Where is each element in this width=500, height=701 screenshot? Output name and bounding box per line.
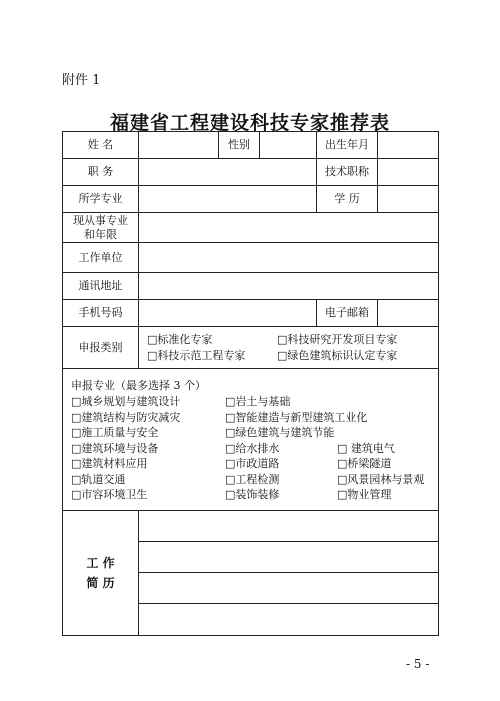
gender-field[interactable]: [260, 132, 317, 159]
specialty-option[interactable]: □物业管理: [337, 488, 392, 501]
education-label: 学 历: [317, 186, 378, 213]
tech-title-label: 技术职称: [317, 159, 378, 186]
position-field[interactable]: [139, 159, 317, 186]
specialty-options: [71, 394, 432, 503]
address-field[interactable]: [139, 273, 439, 300]
empty-cell: [337, 425, 437, 441]
specialty-option[interactable]: □建筑材料应用: [71, 457, 148, 470]
page-number: - 5 -: [406, 657, 430, 671]
resume-line[interactable]: [139, 542, 438, 573]
phone-label: 手机号码: [63, 300, 139, 327]
category-label: 申报类别: [63, 327, 139, 369]
major-field[interactable]: [139, 186, 317, 213]
address-label: 通讯地址: [63, 273, 139, 300]
specialty-option[interactable]: □建筑环境与设备: [71, 441, 159, 455]
attachment-label: 附件 1: [62, 73, 101, 88]
resume-label: 工 作 简 历: [63, 511, 139, 636]
resume-line[interactable]: [139, 573, 438, 604]
category-option[interactable]: □绿色建筑标识认定专家: [277, 348, 398, 362]
recommendation-form: [62, 131, 439, 636]
category-option[interactable]: □标准化专家: [147, 332, 213, 346]
specialty-option[interactable]: □桥梁隧道: [337, 457, 392, 470]
form-title: 福建省工程建设科技专家推荐表: [109, 112, 390, 134]
specialty-option[interactable]: □施工质量与安全: [71, 426, 159, 439]
education-field[interactable]: [378, 186, 439, 213]
specialty-option[interactable]: □市容环境卫生: [71, 488, 148, 501]
email-field[interactable]: [378, 300, 439, 327]
specialty-option[interactable]: □绿色建筑与建筑节能: [225, 426, 335, 439]
specialty-option[interactable]: □城乡规划与建筑设计: [71, 395, 181, 408]
resume-line[interactable]: [139, 511, 438, 542]
specialty-option[interactable]: □建筑结构与防灾减灾: [71, 410, 181, 424]
gender-label: 性别: [219, 132, 260, 159]
specialty-option[interactable]: □智能建造与新型建筑工业化: [225, 410, 368, 424]
specialty-option[interactable]: □岩土与基础: [225, 395, 291, 408]
specialty-option[interactable]: □ 建筑电气: [337, 441, 395, 455]
current-major-field[interactable]: [139, 213, 439, 243]
current-major-label: 现从事专业 和年限: [63, 213, 139, 243]
category-option[interactable]: □科技示范工程专家: [147, 348, 246, 362]
tech-title-field[interactable]: [378, 159, 439, 186]
resume-line[interactable]: [139, 604, 438, 635]
work-unit-label: 工作单位: [63, 243, 139, 273]
specialty-section: [63, 369, 439, 511]
specialty-option[interactable]: □轨道交通: [71, 472, 126, 486]
category-option[interactable]: □科技研究开发项目专家: [277, 332, 398, 346]
email-label: 电子邮箱: [317, 300, 378, 327]
category-options: [139, 327, 439, 369]
resume-field[interactable]: [139, 511, 439, 636]
specialty-option[interactable]: □工程检测: [225, 472, 280, 486]
position-label: 职 务: [63, 159, 139, 186]
specialty-option[interactable]: □给水排水: [225, 441, 280, 455]
name-label: 姓 名: [63, 132, 139, 159]
specialty-option[interactable]: □风景园林与景观: [337, 472, 425, 486]
phone-field[interactable]: [139, 300, 317, 327]
birth-label: 出生年月: [317, 132, 378, 159]
work-unit-field[interactable]: [139, 243, 439, 273]
name-field[interactable]: [139, 132, 219, 159]
birth-field[interactable]: [378, 132, 439, 159]
specialty-option[interactable]: □装饰装修: [225, 488, 280, 501]
specialty-heading: 申报专业（最多选择 3 个）: [71, 379, 206, 392]
major-label: 所学专业: [63, 186, 139, 213]
specialty-option[interactable]: □市政道路: [225, 457, 280, 470]
empty-cell: [337, 394, 437, 410]
empty-cell: [337, 410, 437, 426]
